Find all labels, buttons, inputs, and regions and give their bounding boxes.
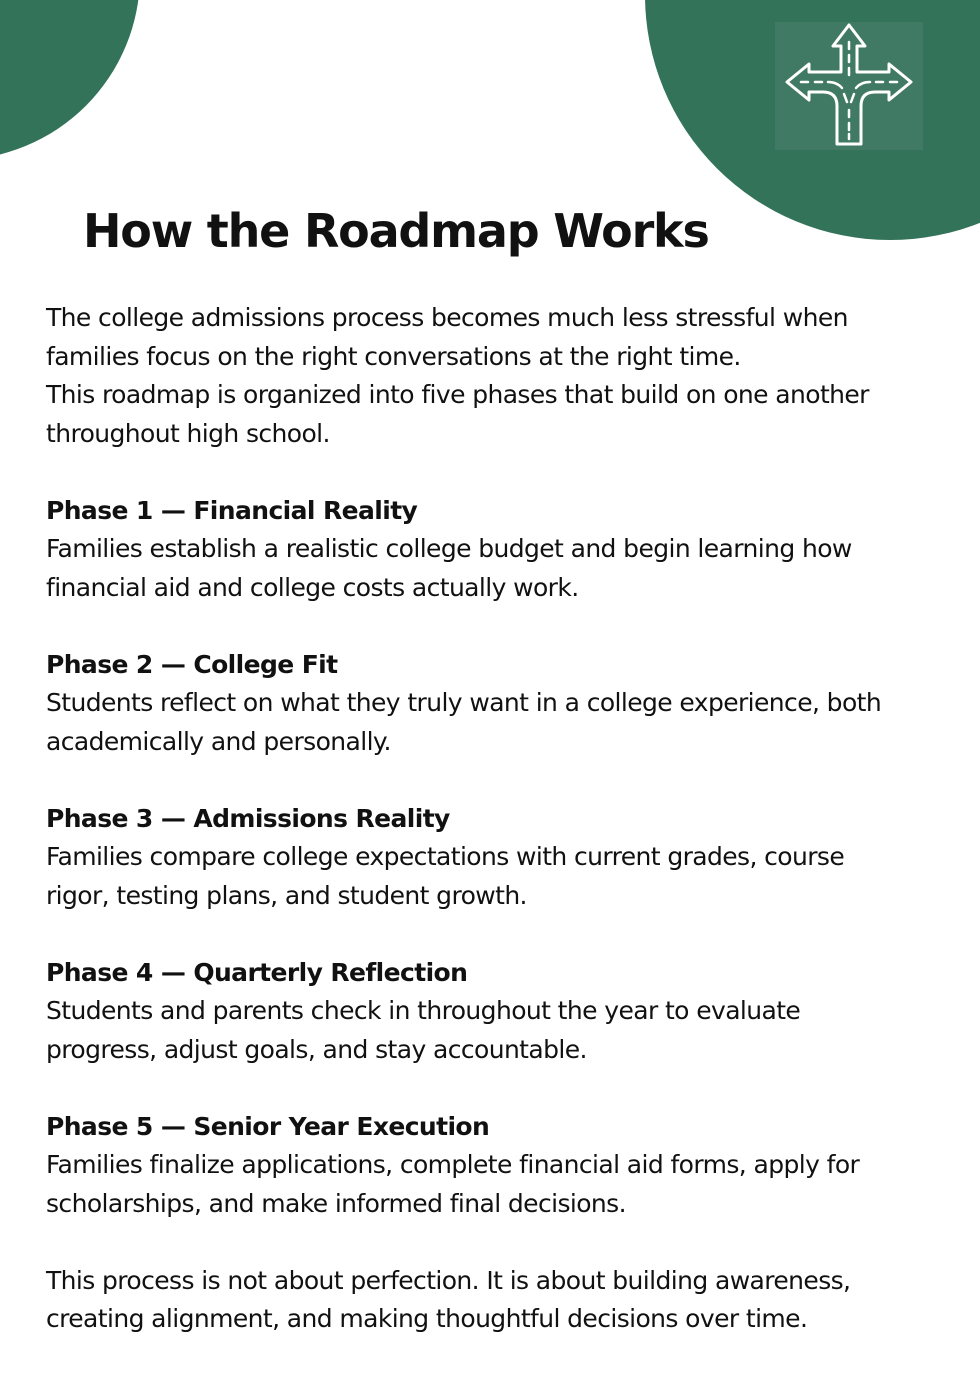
phase-3-description: rigor, testing plans, and student growth. bbox=[46, 880, 527, 910]
phase-1-heading: Phase 1 — Financial Reality bbox=[46, 495, 418, 525]
closing-line: creating alignment, and making thoughtful decisions over time. bbox=[46, 1304, 808, 1333]
intro-line: This roadmap is organized into five phases that build on one another bbox=[46, 380, 869, 409]
phase-5-description: scholarships, and make informed final decisions. bbox=[46, 1188, 626, 1218]
intro-line: families focus on the right conversations at the right time. bbox=[46, 341, 741, 371]
closing-paragraph bbox=[46, 1262, 946, 1339]
phase-5-section bbox=[46, 1108, 946, 1224]
phase-3-description: Families compare college expectations with current grades, course bbox=[46, 842, 845, 871]
decorative-circle-left bbox=[0, 0, 140, 160]
phase-4-heading: Phase 4 — Quarterly Reflection bbox=[46, 957, 468, 987]
spacer bbox=[46, 761, 946, 800]
intro-line: throughout high school. bbox=[46, 418, 330, 448]
content-body bbox=[46, 299, 946, 1339]
phase-2-description: academically and personally. bbox=[46, 726, 391, 756]
spacer bbox=[46, 915, 946, 954]
closing-line: This process is not about perfection. It is about building awareness, bbox=[46, 1265, 851, 1295]
phase-3-heading: Phase 3 — Admissions Reality bbox=[46, 803, 450, 833]
phase-1-section bbox=[46, 492, 946, 608]
phase-5-heading: Phase 5 — Senior Year Execution bbox=[46, 1111, 490, 1141]
phase-1-description: Families establish a realistic college budget and begin learning how bbox=[46, 534, 852, 563]
phase-3-section bbox=[46, 800, 946, 916]
phase-2-heading: Phase 2 — College Fit bbox=[46, 649, 338, 679]
intro-paragraph bbox=[46, 299, 946, 453]
phase-2-description: Students reflect on what they truly want in a college experience, both bbox=[46, 688, 882, 717]
phase-4-section bbox=[46, 954, 946, 1070]
phase-4-description: progress, adjust goals, and stay accountable. bbox=[46, 1034, 587, 1064]
phase-4-description: Students and parents check in throughout the year to evaluate bbox=[46, 996, 801, 1025]
intro-line: The college admissions process becomes much less stressful when bbox=[46, 303, 848, 332]
page-title: How the Roadmap Works bbox=[83, 204, 709, 258]
spacer bbox=[46, 453, 946, 492]
phase-5-description: Families finalize applications, complete financial aid forms, apply for bbox=[46, 1150, 860, 1179]
crossroads-icon bbox=[775, 22, 923, 150]
spacer bbox=[46, 607, 946, 646]
spacer bbox=[46, 1069, 946, 1108]
phase-1-description: financial aid and college costs actually work. bbox=[46, 572, 579, 602]
spacer bbox=[46, 1223, 946, 1262]
phase-2-section bbox=[46, 646, 946, 762]
